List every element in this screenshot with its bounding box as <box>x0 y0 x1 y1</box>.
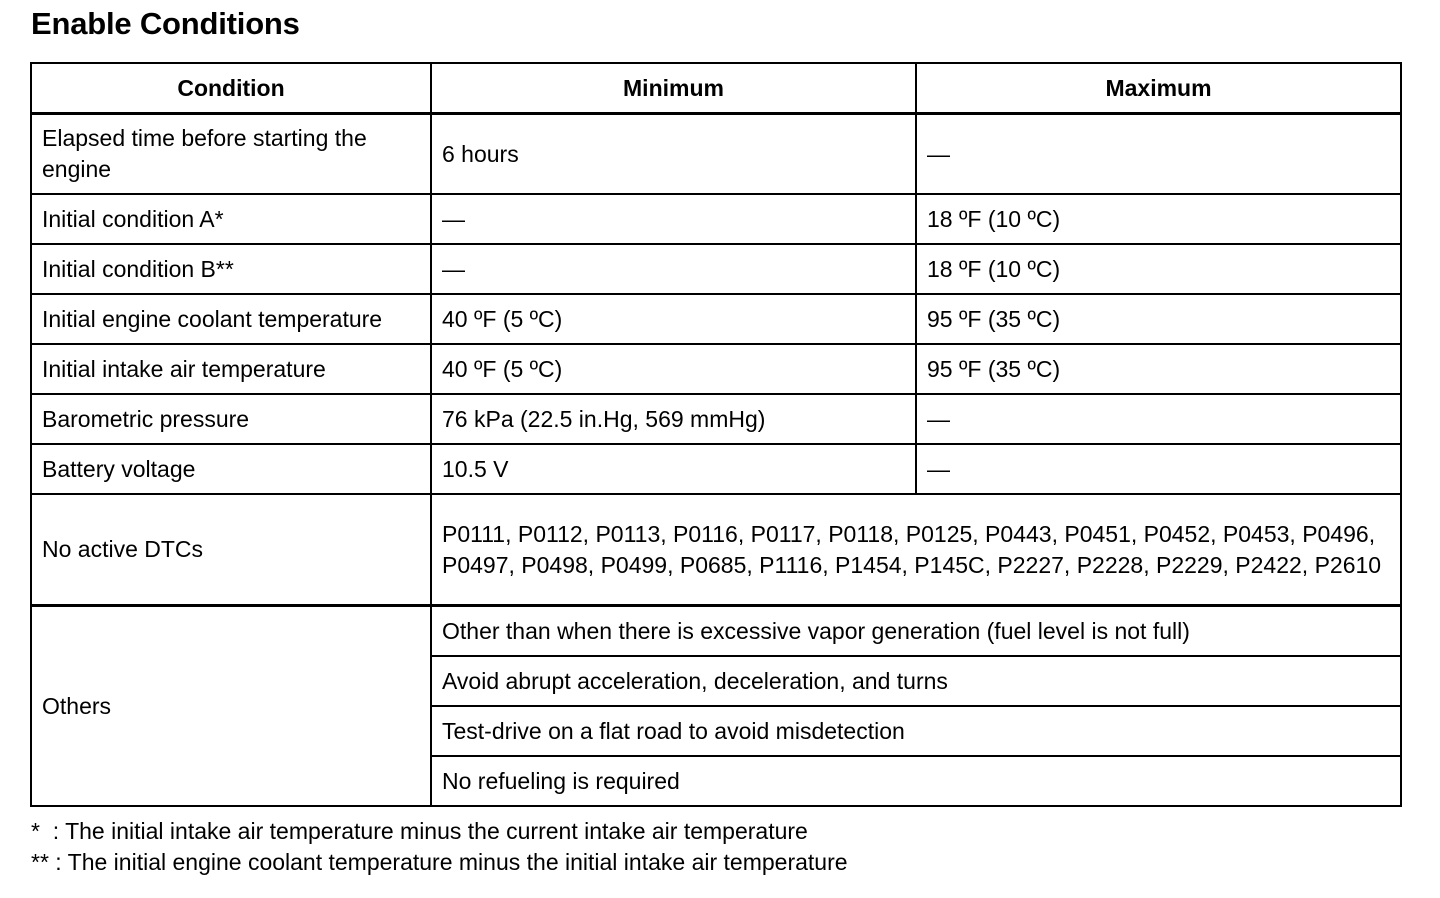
maximum-cell: — <box>916 444 1401 494</box>
others-item: Avoid abrupt acceleration, deceleration, and turns <box>431 656 1401 706</box>
minimum-cell: 76 kPa (22.5 in.Hg, 569 mmHg) <box>431 394 916 444</box>
others-item: Other than when there is excessive vapor generation (fuel level is not full) <box>431 606 1401 657</box>
condition-cell: Initial condition A* <box>31 194 431 244</box>
maximum-cell: — <box>916 394 1401 444</box>
condition-cell: Barometric pressure <box>31 394 431 444</box>
header-maximum: Maximum <box>916 63 1401 114</box>
others-item: No refueling is required <box>431 756 1401 806</box>
table-row <box>31 394 1401 444</box>
table-row-others <box>31 606 1401 657</box>
minimum-cell: 40 ºF (5 ºC) <box>431 344 916 394</box>
table-row <box>31 294 1401 344</box>
footnote-double-asterisk: ** : The initial engine coolant temperature minus the initial intake air temperature <box>31 849 848 875</box>
condition-cell: Elapsed time before starting the engine <box>31 114 431 195</box>
table-header-row <box>31 63 1401 114</box>
maximum-cell: 18 ºF (10 ºC) <box>916 244 1401 294</box>
maximum-cell: 95 ºF (35 ºC) <box>916 344 1401 394</box>
condition-cell: Initial engine coolant temperature <box>31 294 431 344</box>
header-minimum: Minimum <box>431 63 916 114</box>
minimum-cell: 40 ºF (5 ºC) <box>431 294 916 344</box>
table-row-dtc <box>31 494 1401 606</box>
condition-cell: No active DTCs <box>31 494 431 606</box>
minimum-cell: 6 hours <box>431 114 916 195</box>
table-row <box>31 444 1401 494</box>
footnotes <box>31 816 848 878</box>
page-title: Enable Conditions <box>31 6 300 41</box>
maximum-cell: 18 ºF (10 ºC) <box>916 194 1401 244</box>
minimum-cell: — <box>431 194 916 244</box>
table-row <box>31 194 1401 244</box>
footnote-single-asterisk: * : The initial intake air temperature minus the current intake air temperature <box>31 818 808 844</box>
table-row <box>31 114 1401 195</box>
table-row <box>31 244 1401 294</box>
minimum-cell: 10.5 V <box>431 444 916 494</box>
header-condition: Condition <box>31 63 431 114</box>
maximum-cell: 95 ºF (35 ºC) <box>916 294 1401 344</box>
condition-cell: Initial intake air temperature <box>31 344 431 394</box>
table-row <box>31 344 1401 394</box>
maximum-cell: — <box>916 114 1401 195</box>
condition-cell: Battery voltage <box>31 444 431 494</box>
dtc-codes-cell: P0111, P0112, P0113, P0116, P0117, P0118, P0125, P0443, P0451, P0452, P0453, P0496, P0497, P0498, P0499, P0685, P1116, P1454, P145C, P2227, P2228, P2229, P2422, P2610 <box>431 494 1401 606</box>
condition-cell: Initial condition B** <box>31 244 431 294</box>
condition-cell: Others <box>31 606 431 807</box>
enable-conditions-table <box>30 62 1402 807</box>
others-item: Test-drive on a flat road to avoid misdetection <box>431 706 1401 756</box>
minimum-cell: — <box>431 244 916 294</box>
